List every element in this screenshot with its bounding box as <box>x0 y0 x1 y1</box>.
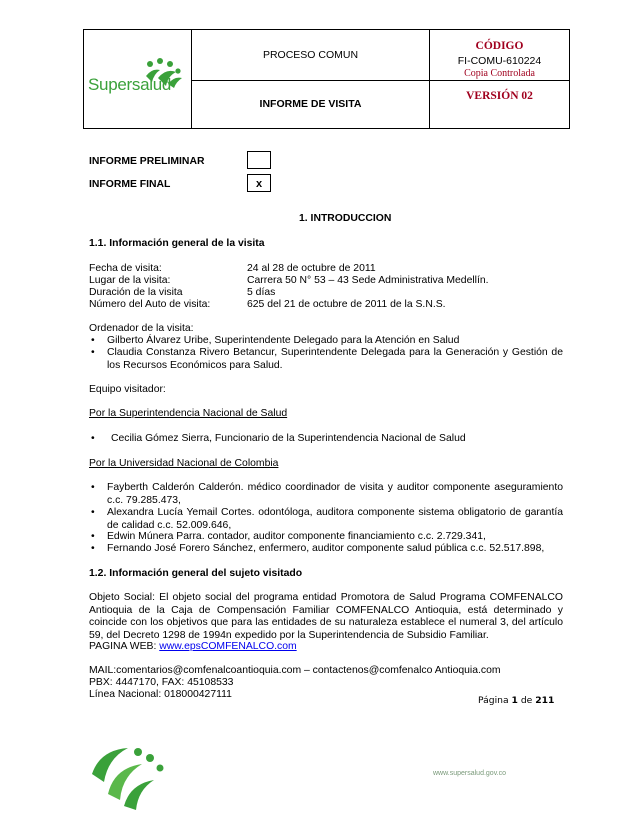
list-item-text: Alexandra Lucía Yemail Cortes. odontóloga, auditora componente sistema obligatorio de garantía de calidad c.c. 52.009.646, <box>107 507 563 531</box>
web-label: PAGINA WEB: <box>89 641 160 652</box>
informe-final-checkbox[interactable]: x <box>247 174 271 192</box>
info-row-value: 625 del 21 de octubre de 2011 de la S.N.S. <box>247 299 446 310</box>
info-row-label: Duración de la visita <box>89 287 183 298</box>
objeto-social-paragraph: Objeto Social: El objeto social del programa entidad Promotora de Salud Programa COMFENALCO Antioquia de la Caja de Compensación Familiar COMFENALCO Antioquia, está determinado y coincide con los objetivos que para las entidades de su naturaleza establece el numeral 3, del artículo 59, del Decreto 1298 de 1994n expedido por la Superintendencia de Subsidio Familiar. <box>89 592 563 641</box>
informe-label: INFORME DE VISITA <box>259 98 362 111</box>
code-cell <box>430 30 569 128</box>
informe-preliminar-checkbox[interactable] <box>247 151 271 169</box>
list-item-text: Cecilia Gómez Sierra, Funcionario de la Superintendencia Nacional de Salud <box>111 433 466 444</box>
pbx-line: PBX: 4447170, FAX: 45108533 <box>89 677 234 688</box>
equipo-label: Equipo visitador: <box>89 384 166 395</box>
linea-nacional: Línea Nacional: 018000427111 <box>89 689 232 700</box>
info-row-value: 5 días <box>247 287 276 298</box>
logo-cell <box>84 30 192 128</box>
informe-final-label: INFORME FINAL <box>89 179 171 190</box>
unal-label: Por la Universidad Nacional de Colombia <box>89 458 279 469</box>
info-row-label: Número del Auto de visita: <box>89 299 211 310</box>
super-label: Por la Superintendencia Nacional de Salud <box>89 408 288 419</box>
list-item-text: Claudia Constanza Rivero Betancur, Superintendente Delegada para la Generación y Gestión de los Recursos Económicos para Salud. <box>107 347 563 371</box>
copia-controlada: Copia Controlada <box>464 68 535 80</box>
codigo-label: CÓDIGO <box>475 40 524 52</box>
informe-preliminar-label: INFORME PRELIMINAR <box>89 156 205 167</box>
logo-text: Supersalud <box>88 75 172 94</box>
bullet-icon: • <box>91 347 95 358</box>
bullet-icon: • <box>91 507 95 518</box>
list-item-text: Edwin Múnera Parra. contador, auditor componente financiamiento c.c. 2.729.341, <box>107 531 486 542</box>
info-row-label: Fecha de visita: <box>89 263 162 274</box>
proceso-label: PROCESO COMUN <box>192 30 429 81</box>
list-item-text: Gilberto Álvarez Uribe, Superintendente Delegado para la Atención en Salud <box>107 335 460 346</box>
footer-url: www.supersalud.gov.co <box>433 770 507 777</box>
version-label: VERSIÓN 02 <box>466 90 533 102</box>
document-header-table <box>83 29 570 129</box>
mail-line: MAIL:comentarios@comfenalcoantioquia.com – contactenos@comfenalco Antioquia.com <box>89 665 501 676</box>
page-number: Página 1 de 211 <box>478 695 555 706</box>
list-item-text: Fayberth Calderón Calderón. médico coordinador de visita y auditor componente aseguramiento c.c. 79.285.473, <box>107 482 563 506</box>
info-row-label: Lugar de la visita: <box>89 275 171 286</box>
section-1-2-title: 1.2. Información general del sujeto visitado <box>89 568 303 579</box>
title-cell <box>192 30 430 128</box>
section-1-1-title: 1.1. Información general de la visita <box>89 238 265 249</box>
codigo-block <box>430 30 569 81</box>
version-block <box>430 81 569 128</box>
bullet-icon: • <box>91 335 95 346</box>
ordenador-label: Ordenador de la visita: <box>89 323 194 334</box>
web-link[interactable]: www.epsCOMFENALCO.com <box>159 641 297 652</box>
bullet-icon: • <box>91 482 95 493</box>
bullet-icon: • <box>91 433 95 444</box>
info-row-value: Carrera 50 N° 53 – 43 Sede Administrativa Medellín. <box>247 275 489 286</box>
bullet-icon: • <box>91 543 95 554</box>
list-item-text: Fernando José Forero Sánchez, enfermero, auditor componente salud pública c.c. 52.517.898, <box>107 543 545 554</box>
section-title: 1. INTRODUCCION <box>299 213 392 224</box>
codigo-value: FI-COMU-610224 <box>457 54 542 67</box>
info-row-value: 24 al 28 de octubre de 2011 <box>247 263 376 274</box>
web-line <box>89 641 297 654</box>
bullet-icon: • <box>91 531 95 542</box>
footer-logo-icon <box>88 744 172 810</box>
